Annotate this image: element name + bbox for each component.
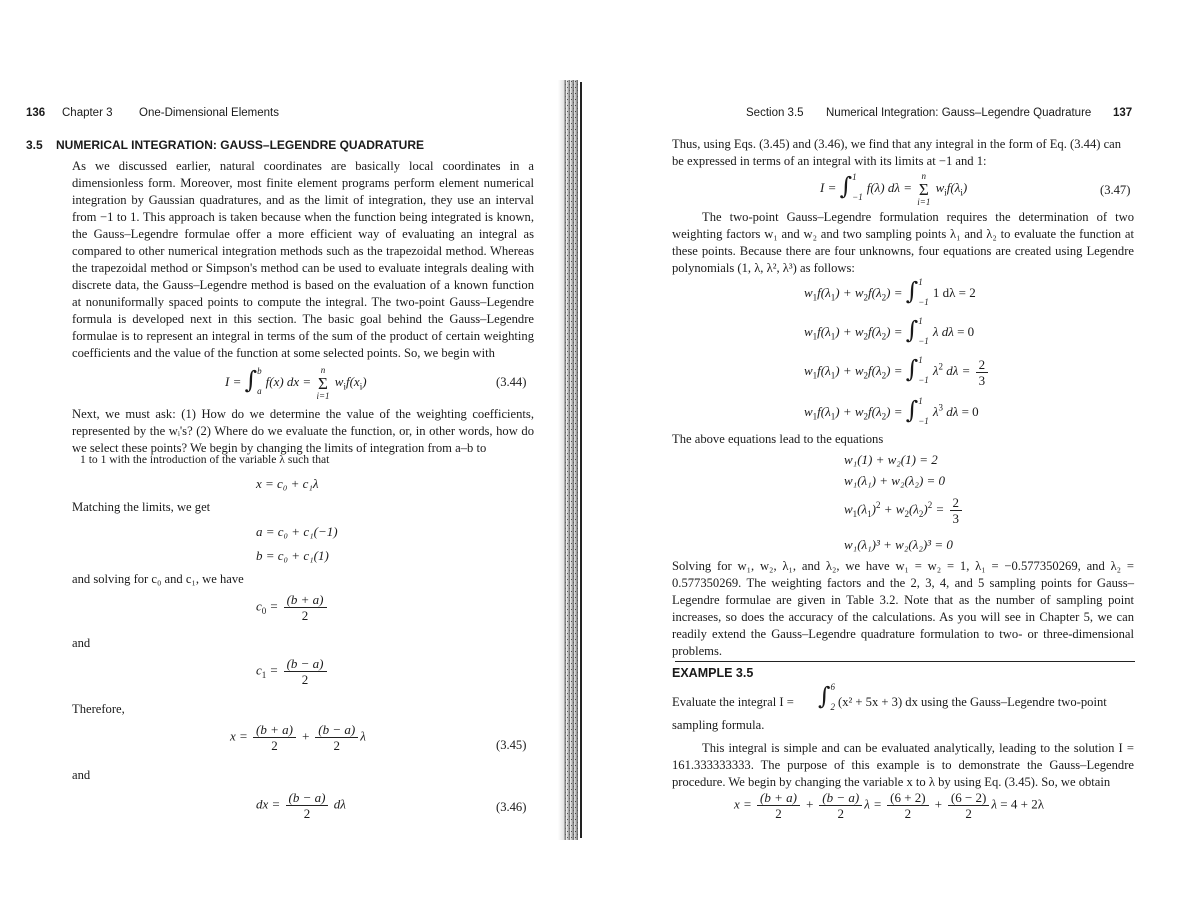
intro-paragraph: As we discussed earlier, natural coordinates are basically local coordinates in a dimensionless form. Moreover, most finite element programs perform element numerical integration by Gaussian quadratures, and as the limit of integration, they use an interval from −1 to 1. This approach is taken because when the function being integrated is known, the Gauss–Legendre formulae offer a more efficient way of evaluating an integral as compared to other numerical integration methods such as the trapezoidal method. Whereas the trapezoidal method or Simpson's method can be used to evaluate integrals dealing with discrete data, the Gauss–Legendre method is based on the evaluation of a known function at nonuniformally spaced points to compute the integral. The two-point Gauss–Legendre formula is developed next in this section. The basic goal behind the Gauss–Legendre formulae is to represent an integral in terms of the sum of the product of certain weighting coefficients and the value of the function at some selected points. So, we begin with (72, 159, 534, 360)
and-text-1: and (72, 636, 91, 650)
example-integral: ∫6 2 (818, 682, 836, 713)
equation-c0: $c_0$ = $\frac{(b + a)}{2}$ (256, 592, 329, 623)
book-spine (580, 82, 582, 838)
equation-3-46: dx = $\frac{(b - a)}{2}$ dλ (256, 790, 346, 821)
p1-line1: Thus, using Eqs. (3.45) and (3.46), we find that any integral in the form of Eq. (3.44) can (672, 137, 1122, 151)
eq-3-46-label: (3.46) (496, 800, 527, 814)
example-paragraph: This integral is simple and can be evaluated analytically, leading to the solution I = 161.333333333. The purpose of this example is to demonstrate the Gauss–Legendre procedure. We begin by changing the variable x to λ by using Eq. (3.45). So, we obtain (672, 741, 1134, 789)
legendre-eq-4: $w_1f(\lambda_1) + w_2f(\lambda_2) = \int 1$ $-1\lambda^3$ dλ = 0 (804, 396, 979, 427)
example-title: EXAMPLE 3.5 (672, 666, 754, 680)
lead-text: The above equations lead to the equations (672, 432, 884, 446)
left-page-number: 136 (26, 107, 46, 119)
simple-eq-4: w₁(λ₁)³ + w₂(λ₂)³ = 0 (844, 537, 953, 552)
equation-a: a = c₀ + c₁(−1) (256, 524, 338, 539)
example-line1-post: (x² + 5x + 3) dx using the Gauss–Legendre two-point (838, 695, 1107, 709)
and-text-2: and (72, 768, 91, 782)
eq-3-45-label: (3.45) (496, 738, 527, 752)
therefore-text: Therefore, (72, 702, 125, 716)
example-divider (675, 661, 1135, 662)
next-paragraph: Next, we must ask: (1) How do we determine the value of the weighting coefficients, represented by the wᵢ's? (2) Where do we evaluate the function, or, in other words, how do we select these points? We begin by changing the limits of integration from a–b to (72, 407, 534, 455)
legendre-eq-2: $w_1f(\lambda_1) + w_2f(\lambda_2) = \int 1$ −1λ dλ = 0 (804, 316, 975, 347)
section-number: 3.5 (26, 138, 43, 152)
p1-line2: be expressed in terms of an integral with its limits at −1 and 1: (672, 154, 987, 168)
legendre-eq-3: $w_1f(\lambda_1) + w_2f(\lambda_2) = \int 1$ $-1\lambda^2$ dλ = $\frac{2}{3}$ (804, 353, 990, 388)
equation-3-44: I = ∫b af(x) dx = n Σ i=1 $w_if(x_i)$ (225, 364, 367, 401)
example-final-eq: x = $\frac{(b + a)}{2}$ + $\frac{(b - a)}{2}$ λ = $\frac{(6 + 2)}{2}$ + $\frac{(6 - 2)}{2}$ λ = 4 + 2λ (734, 790, 1044, 821)
legendre-eq-1: $w_1f(\lambda_1) + w_2f(\lambda_2) = \int 1$ −11 dλ = 2 (804, 277, 976, 308)
solve-paragraph: Solving for w₁, w₂, λ₁, and λ₂, we have w₁ = w₂ = 1, λ₁ = −0.577350269, and λ₂ = 0.577350269. The weighting factors and the 2, 3, 4, and 5 sampling points for Gauss–Legendre formulae are given in Table 3.2. Note that as the number of sampling point increases, so does the accuracy of the calculations. As you will see in Chapter 5, we can readily extend the Gauss–Legendre quadrature formulation to two- or three-dimensional problems. (672, 559, 1134, 658)
equation-x-lambda: x = c₀ + c₁λ (256, 476, 319, 491)
section-title: NUMERICAL INTEGRATION: GAUSS–LEGENDRE QUADRATURE (56, 138, 425, 152)
right-section-label: Section 3.5 (746, 107, 804, 119)
left-chapter-title: One-Dimensional Elements (139, 107, 279, 119)
example-line1-pre: Evaluate the integral I = (672, 695, 794, 709)
right-page-number: 137 (1113, 107, 1133, 119)
equation-c1: $c_1$ = $\frac{(b - a)}{2}$ (256, 656, 329, 687)
simple-eq-3: $w_1(\lambda_1)^2 + w_2(\lambda_2)^2$ = $\frac{2}{3}$ (844, 495, 964, 526)
left-chapter-label: Chapter 3 (62, 107, 113, 119)
solving-text: and solving for c₀ and c₁, we have (72, 572, 244, 586)
right-section-title: Numerical Integration: Gauss–Legendre Quadrature (826, 107, 1092, 119)
equation-3-47: I = ∫1 −1f(λ) dλ = n Σ i=1 $w_if(\lambda_i)$ (820, 170, 968, 207)
eq-3-47-label: (3.47) (1100, 183, 1131, 197)
simple-eq-1: w₁(1) + w₂(1) = 2 (844, 452, 938, 467)
next-line: 1 to 1 with the introduction of the variable λ such that (80, 453, 330, 466)
p2-paragraph: The two-point Gauss–Legendre formulation requires the determination of two weighting factors w₁ and w₂ and two sampling points λ₁ and λ₂ to evaluate the function at these points. Because there are four unknowns, four equations are created using Legendre polynomials (1, λ, λ², λ³) as follows: (672, 210, 1134, 275)
simple-eq-2: w₁(λ₁) + w₂(λ₂) = 0 (844, 473, 946, 488)
eq-3-44-label: (3.44) (496, 375, 527, 389)
equation-b: b = c₀ + c₁(1) (256, 548, 329, 563)
matching-text: Matching the limits, we get (72, 500, 211, 514)
book-gutter-shadow (558, 80, 578, 840)
equation-3-45: x = $\frac{(b + a)}{2}$ + $\frac{(b - a)}{2}$ λ (230, 722, 366, 753)
example-line2: sampling formula. (672, 718, 765, 732)
